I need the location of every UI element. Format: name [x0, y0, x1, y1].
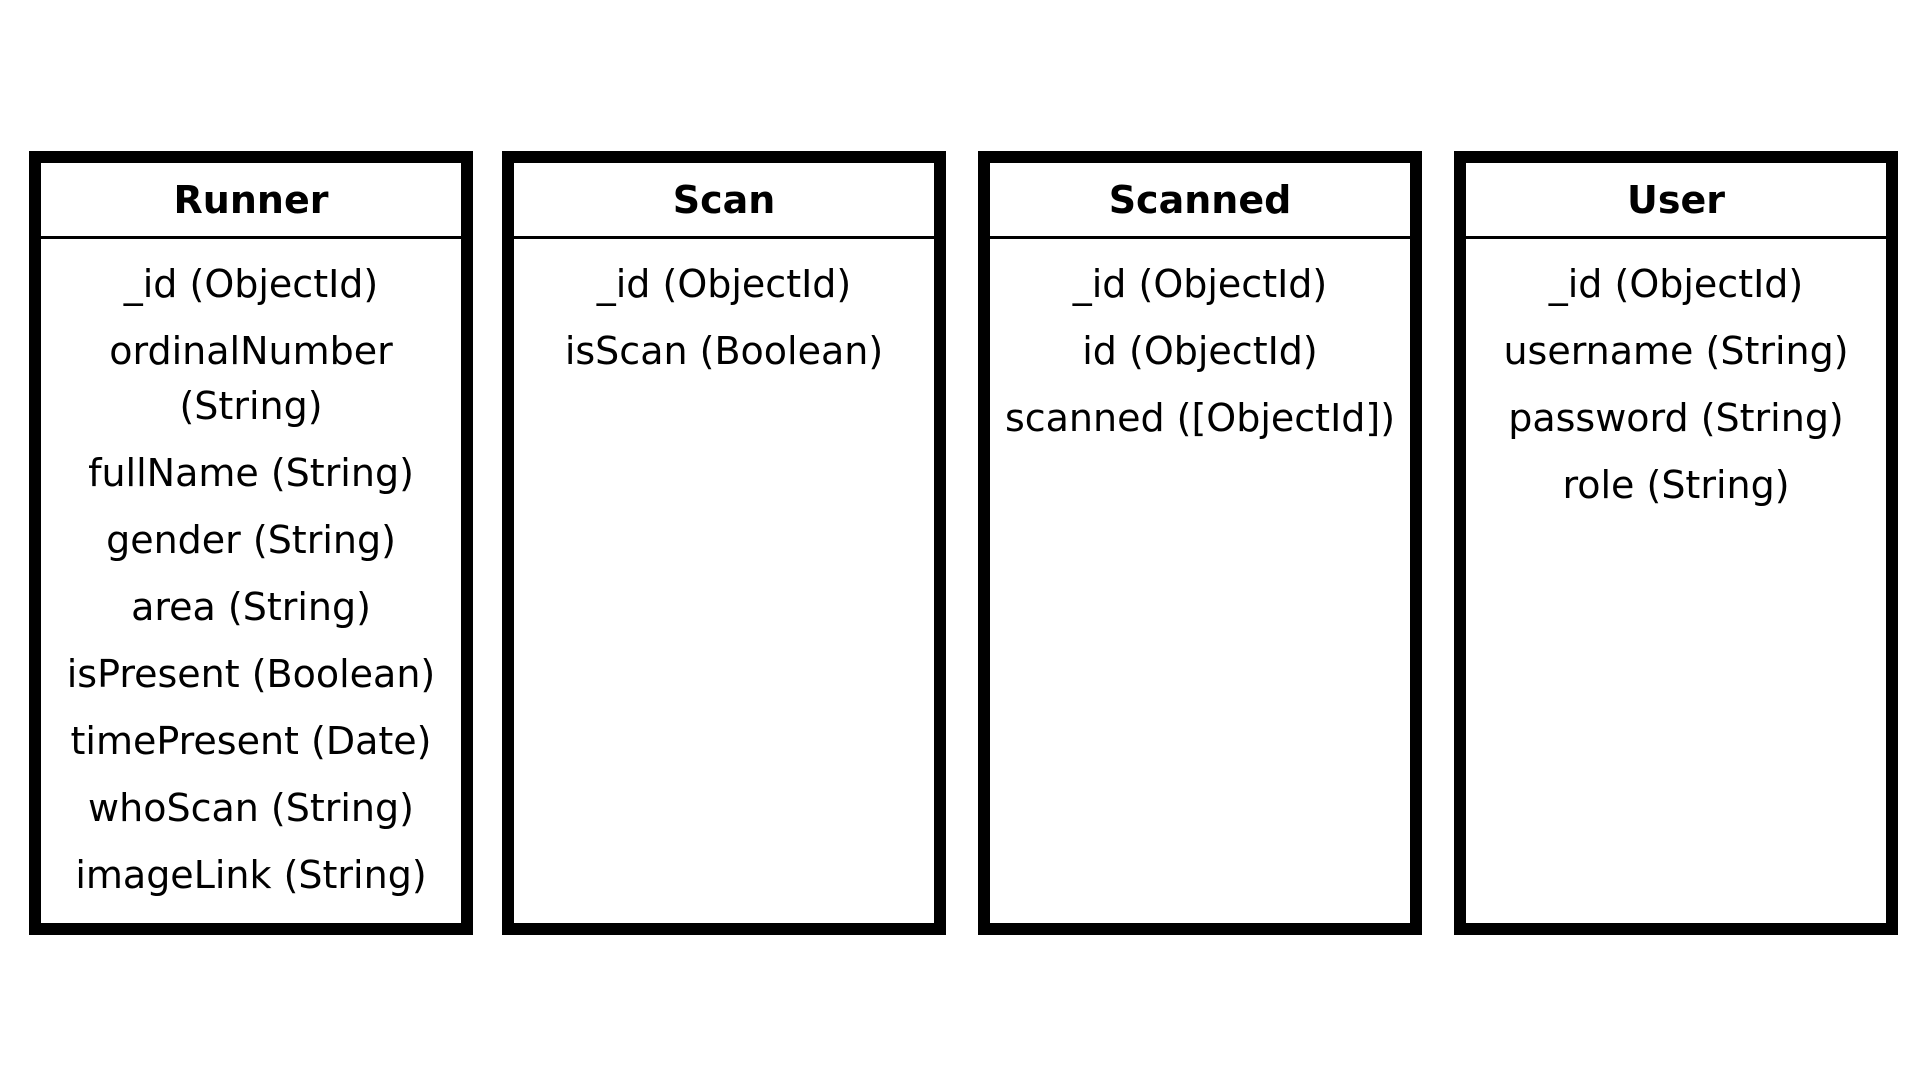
field-image-link: imageLink (String)	[75, 853, 427, 897]
entity-title: User	[1466, 163, 1886, 239]
field-ref-id: id (ObjectId)	[1082, 329, 1318, 373]
entity-title: Scan	[514, 163, 934, 239]
field-id: _id (ObjectId)	[596, 262, 852, 306]
entity-runner	[29, 151, 473, 935]
field-id: _id (ObjectId)	[123, 262, 379, 306]
entity-scan	[502, 151, 946, 935]
entity-title: Scanned	[990, 163, 1410, 239]
field-role: role (String)	[1562, 463, 1790, 507]
field-list	[1466, 239, 1886, 513]
field-list	[41, 239, 461, 903]
field-username: username (String)	[1503, 329, 1849, 373]
entity-user	[1454, 151, 1898, 935]
field-is-present: isPresent (Boolean)	[66, 652, 436, 696]
entity-scanned	[978, 151, 1422, 935]
field-is-scan: isScan (Boolean)	[564, 329, 884, 373]
field-ordinal-number: ordinalNumber (String)	[109, 329, 393, 428]
field-gender: gender (String)	[106, 518, 396, 562]
field-scanned: scanned ([ObjectId])	[1004, 396, 1396, 440]
field-full-name: fullName (String)	[88, 451, 414, 495]
field-who-scan: whoScan (String)	[88, 786, 414, 830]
field-time-present: timePresent (Date)	[70, 719, 432, 763]
field-password: password (String)	[1508, 396, 1844, 440]
field-id: _id (ObjectId)	[1548, 262, 1804, 306]
field-list	[514, 239, 934, 379]
field-id: _id (ObjectId)	[1072, 262, 1328, 306]
field-list	[990, 239, 1410, 446]
entity-title: Runner	[41, 163, 461, 239]
field-area: area (String)	[131, 585, 371, 629]
